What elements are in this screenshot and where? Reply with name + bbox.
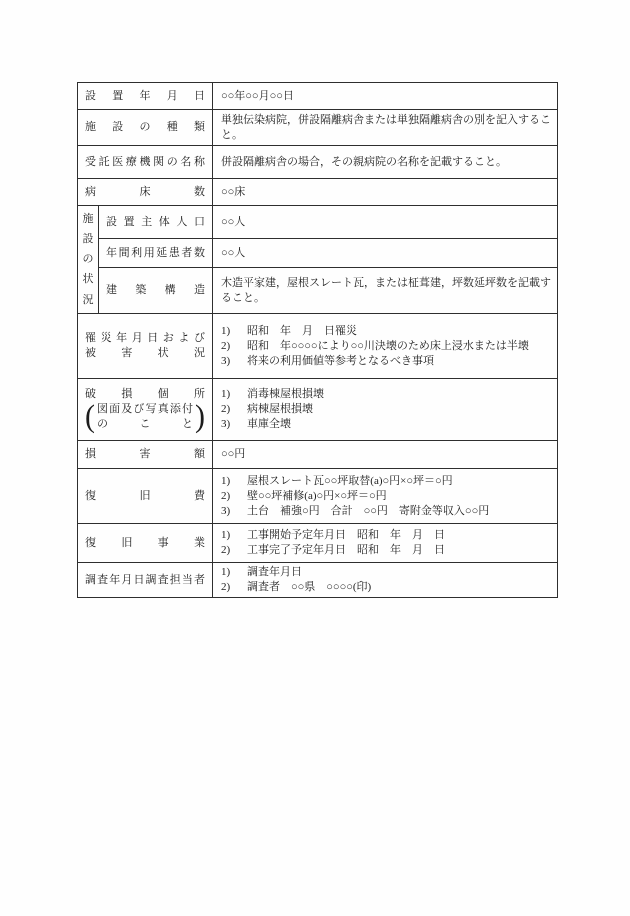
field-value-building-structure xyxy=(213,268,558,314)
field-label-text: 受 託 医 療 機 関 の 名 称 xyxy=(85,155,205,168)
list-item xyxy=(221,474,551,489)
field-label-building-structure xyxy=(99,268,213,314)
section-label-facility-status xyxy=(78,206,99,314)
list-item-text: 工事完了予定年月日 昭和 年 月 日 xyxy=(247,544,445,556)
field-value-text: ○○円 xyxy=(221,448,246,460)
field-label-damaged-parts xyxy=(78,379,213,441)
field-label-text: 病 床 数 xyxy=(85,185,205,198)
list-item xyxy=(221,565,551,580)
field-value-damage-amount xyxy=(213,441,558,469)
list-item xyxy=(221,489,551,504)
field-label-population xyxy=(99,206,213,239)
list-item xyxy=(221,339,551,354)
field-label-restoration-cost xyxy=(78,469,213,524)
row-restoration-cost xyxy=(78,469,558,524)
list-item-text: 昭和 年 月 日罹災 xyxy=(247,324,357,337)
field-label-line1: 破 損 個 所 xyxy=(85,388,205,400)
list-item-text: 調査者 ○○県 ○○○○(印) xyxy=(247,581,372,593)
list-item xyxy=(221,528,551,543)
list-item-text: 土台 補強○円 合計 ○○円 寄附金等収入○○円 xyxy=(247,504,490,517)
row-damage-amount xyxy=(78,441,558,469)
field-label-text: 設 置 年 月 日 xyxy=(85,89,205,102)
field-label-text: 施 設 の 種 類 xyxy=(85,121,205,133)
row-facility-type xyxy=(78,110,558,146)
closing-paren: ) xyxy=(195,399,205,434)
field-value-text: ○○床 xyxy=(221,185,246,198)
field-value-population xyxy=(213,206,558,239)
field-value-annual-patients xyxy=(213,239,558,268)
list-item-number: 1) xyxy=(221,324,231,337)
row-damaged-parts xyxy=(78,379,558,441)
list-item-text: 昭和 年○○○○により○○川決壊のため床上浸水または半壊 xyxy=(247,339,529,352)
opening-paren: ( xyxy=(85,399,95,434)
list-item xyxy=(221,504,551,519)
list-item-number: 2) xyxy=(221,581,231,593)
row-building-structure xyxy=(78,268,558,314)
list-item-text: 調査年月日 xyxy=(247,566,302,578)
list-item xyxy=(221,543,551,558)
field-label-survey xyxy=(78,563,213,598)
field-value-damaged-parts xyxy=(213,379,558,441)
row-entrusted-org xyxy=(78,146,558,179)
field-value-text: ○○人 xyxy=(221,215,246,228)
field-label-setup-date xyxy=(78,83,213,110)
row-restoration-project xyxy=(78,524,558,563)
field-value-survey xyxy=(213,563,558,598)
field-label-text: 復 旧 費 xyxy=(85,489,205,502)
row-annual-patients xyxy=(78,239,558,268)
field-value-text: ○○人 xyxy=(221,246,246,259)
field-value-restoration-project xyxy=(213,524,558,563)
row-survey xyxy=(78,563,558,598)
row-disaster xyxy=(78,314,558,379)
list-item-text: 車庫全壊 xyxy=(247,418,291,430)
list-item xyxy=(221,354,551,369)
field-label-text: 建 築 構 造 xyxy=(106,284,205,296)
field-value-bed-count xyxy=(213,179,558,206)
field-value-restoration-cost xyxy=(213,469,558,524)
field-label-text: 損 害 額 xyxy=(85,448,205,460)
list-item xyxy=(221,387,551,402)
list-item-text: 病棟屋根損壊 xyxy=(247,403,313,415)
list-item-number: 1) xyxy=(221,529,231,541)
list-item-number: 2) xyxy=(221,403,231,415)
field-label-bracket-line1: 図 面 及 び 写 真 添 付 xyxy=(97,403,193,415)
list-item xyxy=(221,402,551,417)
field-label-bed-count xyxy=(78,179,213,206)
list-item-number: 2) xyxy=(221,339,231,352)
field-label-annual-patients xyxy=(99,239,213,268)
field-value-text: 木造平家建，屋根スレート瓦，または柾葺建，坪数延坪数を記載すること。 xyxy=(221,276,551,304)
row-bed-count xyxy=(78,179,558,206)
field-value-text: 単独伝染病院，併設隔離病舎または単独隔離病舎の別を記入すること。 xyxy=(221,113,551,141)
field-label-facility-type xyxy=(78,110,213,146)
list-item-number: 2) xyxy=(221,544,231,556)
field-label-disaster xyxy=(78,314,213,379)
list-item-number: 3) xyxy=(221,354,231,367)
list-item-number: 3) xyxy=(221,418,231,430)
list-item-text: 屋根スレート瓦○○坪取替(a)○円×○坪＝○円 xyxy=(247,474,453,487)
row-population xyxy=(78,206,558,239)
field-label-text: 復 旧 事 業 xyxy=(85,536,205,549)
field-label-text: 調 査 年 月 日 調 査 担 当 者 xyxy=(85,573,205,586)
list-item xyxy=(221,324,551,339)
list-item-number: 1) xyxy=(221,566,231,578)
list-item-text: 消毒棟屋根損壊 xyxy=(247,388,324,400)
field-label-entrusted-org xyxy=(78,146,213,179)
field-value-facility-type xyxy=(213,110,558,146)
list-item xyxy=(221,580,551,595)
damage-report-table xyxy=(77,82,558,598)
list-item-number: 2) xyxy=(221,489,231,502)
field-label-text: 年 間 利 用 延 患 者 数 xyxy=(106,246,205,259)
field-value-disaster xyxy=(213,314,558,379)
list-item-text: 工事開始予定年月日 昭和 年 月 日 xyxy=(247,529,445,541)
field-value-text: ○○年○○月○○日 xyxy=(221,89,294,102)
list-item xyxy=(221,417,551,432)
list-item-number: 1) xyxy=(221,388,231,400)
field-label-line1: 罹 災 年 月 日 お よ び xyxy=(85,332,205,344)
list-item-number: 1) xyxy=(221,474,231,487)
row-setup-date xyxy=(78,83,558,110)
field-label-restoration-project xyxy=(78,524,213,563)
section-label-vertical-text: 施 設 の 状 況 xyxy=(82,212,94,306)
field-label-text: 設 置 主 体 人 口 xyxy=(106,215,205,228)
list-item-text: 壁○○坪補修(a)○円×○坪＝○円 xyxy=(247,489,387,502)
list-item-text: 将来の利用価値等参考となるべき事項 xyxy=(247,354,434,367)
field-value-text: 併設隔離病舎の場合，その親病院の名称を記載すること。 xyxy=(221,155,507,168)
field-label-line2: 被 害 状 況 xyxy=(85,347,205,359)
field-label-bracket-line2: の こ と xyxy=(97,418,193,430)
field-value-entrusted-org xyxy=(213,146,558,179)
list-item-number: 3) xyxy=(221,504,231,517)
field-label-damage-amount xyxy=(78,441,213,469)
field-value-setup-date xyxy=(213,83,558,110)
